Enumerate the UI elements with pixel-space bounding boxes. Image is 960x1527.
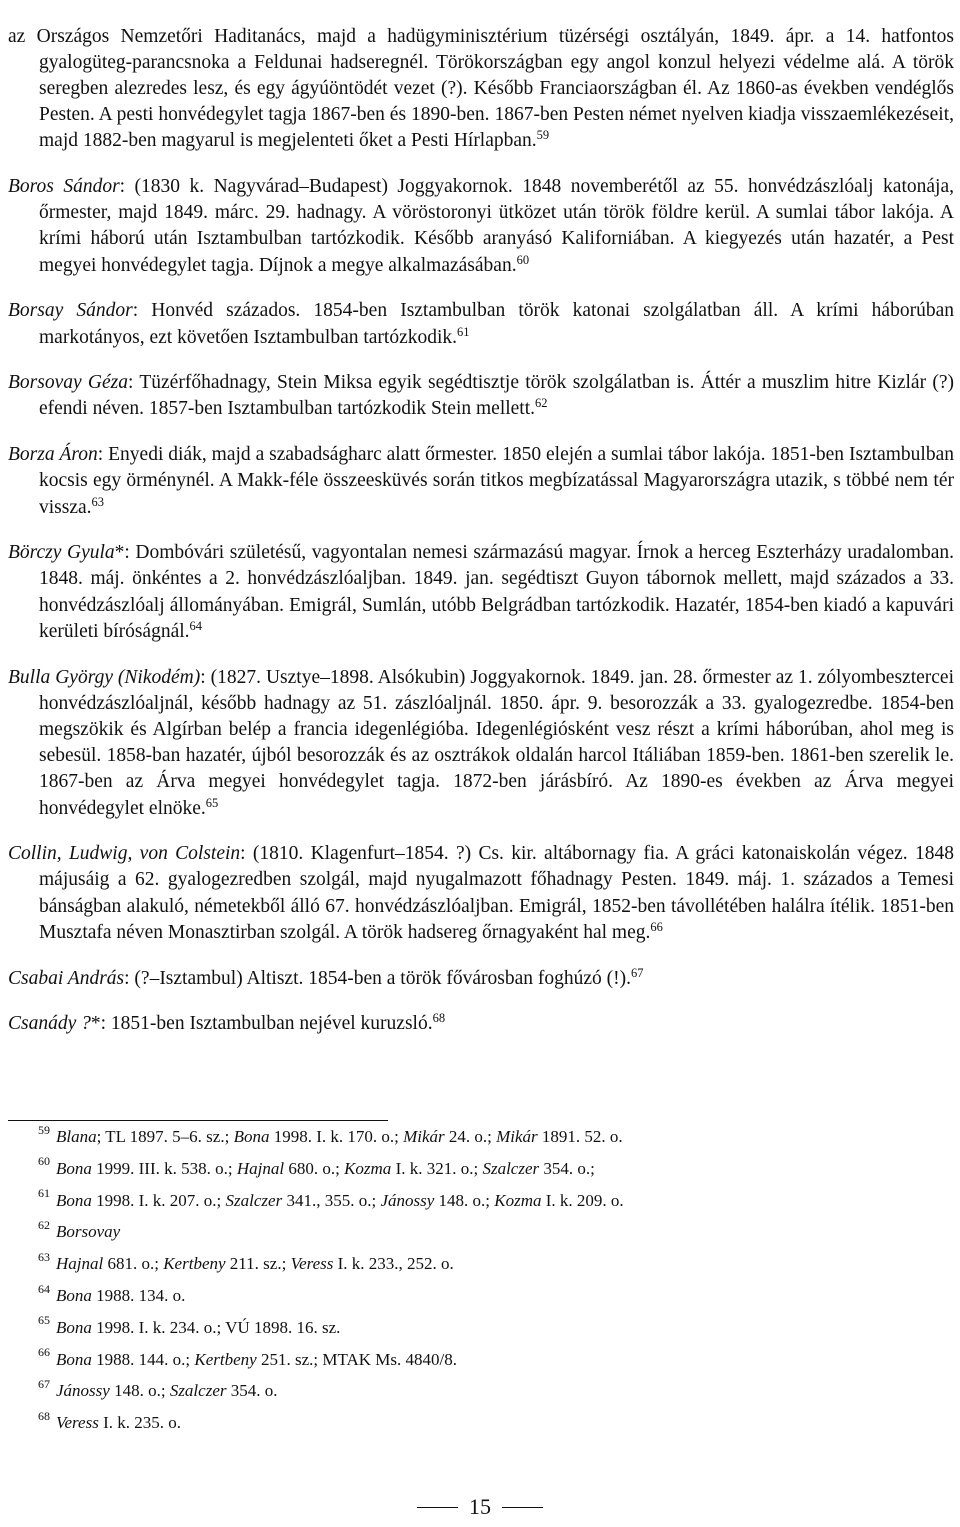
footnote-ref: 68 <box>432 1011 446 1026</box>
footnote-ref: 67 <box>630 965 644 980</box>
footnote-number: 60 <box>38 1154 50 1169</box>
footnote-62 <box>38 1218 938 1253</box>
entry-borczy <box>8 540 954 645</box>
footnote-text: ; TL 1897. 5–6. sz.; <box>96 1127 234 1146</box>
footnote-text: 211. sz.; <box>225 1254 291 1274</box>
footnote-source-name: Hajnal <box>236 1158 285 1178</box>
footnote-59 <box>38 1122 938 1158</box>
entry-text: az Országos Nemzetőri Haditanács, majd a hadügyminisztérium tüzérségi osztályán, 1849. ápr. a 14. hatfontos gyalogüteg-parancsnoka a Feldunai hadseregnél. Törökországban egy angol konzul helyezi védelme alá. A török seregben alezredes lesz, és egy ágyúöntödét vezet (?). Később Franciaországban él. Az 1860-as években vendéglős Pesten. A pesti honvédegylet tagja 1867-ben és 1890-ben. 1867-ben Pesten német nyelven kiadja visszaemlékezéseit, majd 1882-ben magyarul is megjelenteti őket a Pesti Hírlapban. <box>8 25 954 152</box>
footnote-source-name: Borsovay <box>56 1222 121 1242</box>
entry-orszagos <box>8 24 954 155</box>
footnote-separator <box>8 1120 388 1121</box>
footnote-text: 680. o.; <box>284 1158 345 1178</box>
entry-borza <box>8 442 954 521</box>
entry-collin <box>8 841 954 946</box>
entry-text: : Honvéd százados. 1854-ben Isztambulban török katonai szolgálatban áll. A krími háborúban markotányos, ezt követően Isztambulban tartózkodik. <box>39 300 954 348</box>
footnote-source-name: Mikár <box>496 1127 538 1146</box>
footnote-number: 61 <box>38 1186 50 1201</box>
footnote-text: 24. o.; <box>444 1127 497 1146</box>
footnote-number: 62 <box>38 1218 50 1232</box>
page-number-dash-right <box>502 1507 543 1508</box>
footnote-source-name: Veress <box>56 1413 99 1433</box>
footnote-ref: 66 <box>650 920 663 935</box>
entry-name: Borza Áron <box>8 444 98 466</box>
entry-name: Borsovay Géza <box>8 372 129 394</box>
entry-csabai <box>8 966 954 992</box>
entry-boros <box>8 174 954 279</box>
entry-name: Bulla György (Nikodém) <box>8 666 201 688</box>
footnote-ref: 65 <box>205 795 219 810</box>
entry-text: : (1827. Usztye–1898. Alsókubin) Joggyakornok. 1849. jan. 28. őrmester az 1. zólyombesztercei honvédzászlóaljnál, később hadnagy az 51. zászlóaljnál. 1850. ápr. 9. besorozzák a 33. gyalogezredbe. 1854-ben megszökik és Algírban belép a francia idegenlégióba. Idegenlégiósként vesz részt a krími háborúban, ahol meg is sebesül. 1858-ban hazatér, újból besorozzák és az osztrákok oldalán harcol Itáliában 1859-ben. 1861-ben szerelik le. 1867-ben az Árva megyei honvédegylet tagja. 1872-ben járásbíró. Az 1890-es években az Árva megyei honvédegylet elnöke. <box>39 666 955 819</box>
entry-text: : (1830 k. Nagyvárad–Budapest) Joggyakornok. 1848 novemberétől az 55. honvédzászlóalj katonája, őrmester, majd 1849. márc. 29. hadnagy. A vöröstoronyi ütközet után török földre kerül. A sumlai tábor lakója. A krími háború után Isztambulban tartózkodik. Később aranyásó Kaliforniában. A kiegyezés után hazatér, a Pest megyei honvédegylet tagja. Díjnok a megye alkalmazásában. <box>39 176 954 276</box>
footnote-number: 64 <box>38 1281 50 1296</box>
footnote-ref: 60 <box>516 252 530 267</box>
footnote-text: 1988. 144. o.; <box>91 1349 195 1369</box>
footnote-list <box>38 1122 938 1444</box>
footnote-source-name: Kozma <box>344 1158 392 1178</box>
footnote-source-name: Kertbeny <box>163 1254 226 1274</box>
footnote-number: 63 <box>38 1249 50 1264</box>
entry-text: : Tüzérfőhadnagy, Stein Miksa egyik segédtisztje török szolgálatban is. Áttér a muszlim hitre Kizlár (?) efendi néven. 1857-ben Isztambulban tartózkodik Stein mellett. <box>39 372 954 420</box>
entry-text: : (1810. Klagenfurt–1854. ?) Cs. kir. altábornagy fia. A gráci katonaiskolán végez. 1848 májusáig a 62. gyalogezredben szolgál, majd nyugalmazott főhadnagy Pesten. 1849. máj. 1. százados a Temesi bánságban alakuló, németekből álló 67. honvédzászlóaljban. Emigrál, 1852-ben távollétében halálra ítélik. 1851-ben Musztafa néven Monasztirban szolgál. A török hadsereg őrnagyaként hal meg. <box>39 843 954 943</box>
footnote-source-name: Mikár <box>403 1127 445 1146</box>
footnote-text: 354. o.; <box>539 1158 595 1178</box>
footnote-text: 1998. I. k. 207. o.; <box>91 1190 226 1210</box>
footnote-61 <box>38 1186 938 1222</box>
footnote-source-name: Jánossy <box>56 1381 110 1401</box>
page-number: 15 <box>469 1494 491 1519</box>
footnote-text: 1998. I. k. 234. o.; VÚ 1898. 16. sz. <box>91 1317 341 1337</box>
entry-name: Boros Sándor <box>8 176 120 198</box>
footnote-source-name: Szalczer <box>225 1190 283 1210</box>
footnote-text: 1988. 134. o. <box>91 1285 186 1305</box>
footnote-source-name: Kertbeny <box>194 1349 257 1369</box>
footnote-text: 148. o.; <box>109 1381 170 1401</box>
footnote-67 <box>38 1376 938 1412</box>
footnote-64 <box>38 1281 938 1317</box>
footnote-text: I. k. 233., 252. o. <box>333 1254 454 1274</box>
footnote-source-name: Bona <box>56 1158 92 1178</box>
entry-text: : (?–Isztambul) Altiszt. 1854-ben a török fővárosban foghúzó (!). <box>124 967 631 989</box>
entry-csanady <box>8 1011 954 1037</box>
page-number-footer <box>0 1491 960 1523</box>
footnote-text: 354. o. <box>226 1381 278 1401</box>
entry-borsay <box>8 298 954 350</box>
footnote-source-name: Bona <box>56 1190 92 1210</box>
footnote-source-name: Hajnal <box>56 1254 104 1274</box>
footnote-text: 1999. III. k. 538. o.; <box>91 1158 237 1178</box>
footnote-text: I. k. 321. o.; <box>391 1158 483 1178</box>
footnote-ref: 62 <box>535 396 548 411</box>
footnote-66 <box>38 1345 938 1381</box>
page-number-dash-left <box>417 1507 458 1508</box>
footnote-ref: 64 <box>189 618 203 633</box>
footnote-ref: 59 <box>536 128 550 143</box>
footnote-ref: 63 <box>91 494 105 509</box>
footnote-source-name: Szalczer <box>482 1158 540 1178</box>
footnote-60 <box>38 1154 938 1190</box>
footnote-source-name: Blana <box>56 1127 97 1146</box>
footnote-65 <box>38 1313 938 1349</box>
footnote-number: 68 <box>38 1408 50 1423</box>
footnote-text: 1891. 52. o. <box>537 1127 623 1146</box>
footnote-ref: 61 <box>457 324 470 339</box>
footnote-number: 67 <box>38 1376 50 1391</box>
footnote-68 <box>38 1408 938 1444</box>
footnote-source-name: Bona <box>56 1349 92 1369</box>
footnote-source-name: Veress <box>290 1254 334 1274</box>
footnote-text: 681. o.; <box>103 1254 164 1274</box>
footnote-number: 65 <box>38 1313 50 1328</box>
footnote-text: 148. o.; <box>434 1190 495 1210</box>
footnote-number: 59 <box>38 1122 50 1137</box>
footnote-text: I. k. 209. o. <box>541 1190 624 1210</box>
footnote-source-name: Kozma <box>494 1190 542 1210</box>
entry-name: Csanády ? <box>8 1013 91 1035</box>
footnote-text: 1998. I. k. 170. o.; <box>269 1127 404 1146</box>
entry-text: *: 1851-ben Isztambulban nejével kuruzsló. <box>90 1013 433 1035</box>
entry-list <box>8 4 954 1048</box>
entry-name: Collin, Ludwig, von Colstein <box>8 843 241 865</box>
entry-borsovay <box>8 370 954 422</box>
entry-name: Csabai András <box>8 967 125 989</box>
footnote-number: 66 <box>38 1345 50 1360</box>
footnote-text: I. k. 235. o. <box>98 1413 181 1433</box>
footnote-text: 251. sz.; MTAK Ms. 4840/8. <box>256 1349 457 1369</box>
entry-text: : Enyedi diák, majd a szabadságharc alatt őrmester. 1850 elején a sumlai tábor lakója. 1851-ben Isztambulban kocsis egy örménynél. A Makk-féle összeesküvés során titkos megbízatással Magyarországra utazik, s többé nem tér vissza. <box>39 444 954 518</box>
footnote-source-name: Bona <box>233 1127 270 1146</box>
entry-text: *: Dombóvári születésű, vagyontalan nemesi származású magyar. Írnok a herceg Eszterházy uradalomban. 1848. máj. önkéntes a 2. honvédzászlóaljban. 1849. jan. segédtiszt Guyon tábornok mellett, majd százados a 33. honvédzászlóalj állományában. Emigrál, Sumlán, utóbb Belgrádban tartózkodik. Hazatér, 1854-ben kiadó a kapuvári kerületi bíróságnál. <box>39 542 954 642</box>
footnote-source-name: Szalczer <box>169 1381 227 1401</box>
entry-bulla <box>8 665 954 822</box>
footnote-source-name: Jánossy <box>380 1190 435 1210</box>
entry-name: Borsay Sándor <box>8 300 133 322</box>
entry-name: Börczy Gyula <box>8 542 115 564</box>
footnote-source-name: Bona <box>56 1317 92 1337</box>
footnote-source-name: Bona <box>56 1285 92 1305</box>
footnote-63 <box>38 1249 938 1285</box>
footnote-text: 341., 355. o.; <box>282 1190 381 1210</box>
